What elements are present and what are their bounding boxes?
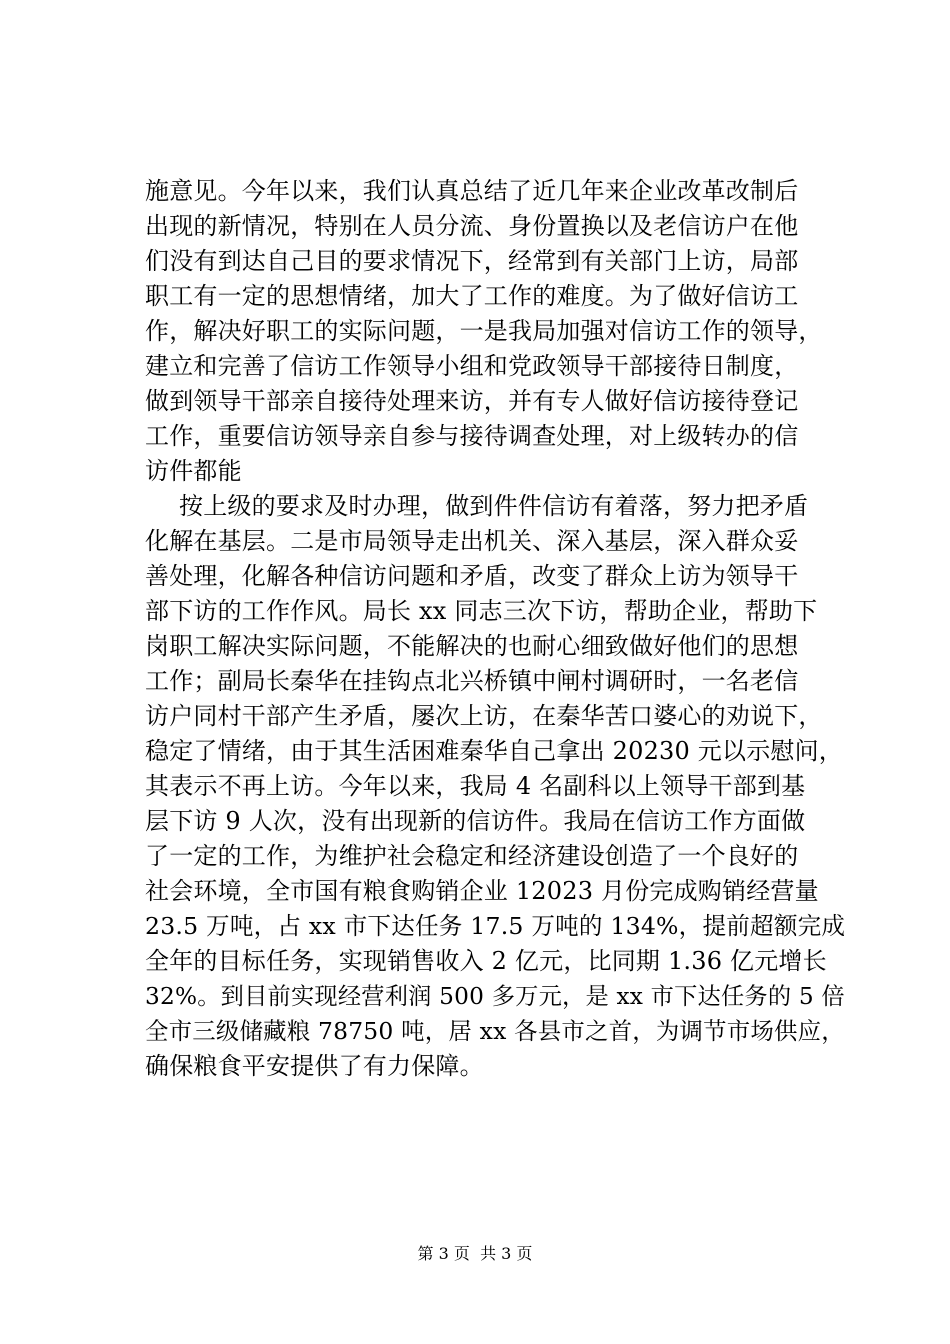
paragraph-line: 善处理，化解各种信访问题和矛盾，改变了群众上访为领导干 [145, 562, 799, 590]
paragraph-line: 做到领导干部亲自接待处理来访，并有专人做好信访接待登记 [145, 387, 799, 415]
paragraph-line: 职工有一定的思想情绪，加大了工作的难度。为了做好信访工 [145, 282, 799, 310]
paragraph-line: 了一定的工作，为维护社会稳定和经济建设创造了一个良好的 [145, 842, 799, 870]
paragraph-line: 建立和完善了信访工作领导小组和党政领导干部接待日制度， [145, 352, 799, 380]
paragraph-line: 们没有到达自己目的要求情况下，经常到有关部门上访，局部 [145, 247, 799, 275]
paragraph-line: 出现的新情况，特别在人员分流、身份置换以及老信访户在他 [145, 212, 799, 240]
paragraph-line: 23.5 万吨，占 xx 市下达任务 17.5 万吨的 134%，提前超额完成 [145, 912, 846, 940]
paragraph-line: 施意见。今年以来，我们认真总结了近几年来企业改革改制后 [145, 177, 799, 205]
paragraph-line: 化解在基层。二是市局领导走出机关、深入基层，深入群众妥 [145, 527, 799, 555]
paragraph-line: 作，解决好职工的实际问题，一是我局加强对信访工作的领导， [145, 317, 823, 345]
paragraph-line: 访件都能 [145, 457, 242, 485]
paragraph-line: 确保粮食平安提供了有力保障。 [145, 1052, 484, 1080]
paragraph-line: 其表示不再上访。今年以来，我局 4 名副科以上领导干部到基 [145, 772, 806, 800]
paragraph-line: 工作，重要信访领导亲自参与接待调查处理，对上级转办的信 [145, 422, 799, 450]
paragraph-line: 按上级的要求及时办理，做到件件信访有着落，努力把矛盾 [179, 492, 809, 520]
paragraph-line: 部下访的工作作风。局长 xx 同志三次下访，帮助企业，帮助下 [145, 597, 818, 625]
page-number-footer: 第 3 页 共 3 页 [417, 1244, 533, 1263]
paragraph-line: 工作；副局长秦华在挂钩点北兴桥镇中闸村调研时，一名老信 [145, 667, 799, 695]
paragraph-line: 稳定了情绪，由于其生活困难秦华自己拿出 20230 元以示慰问， [145, 737, 844, 765]
paragraph-line: 全年的目标任务，实现销售收入 2 亿元，比同期 1.36 亿元增长 [145, 947, 827, 975]
paragraph-line: 层下访 9 人次，没有出现新的信访件。我局在信访工作方面做 [145, 807, 806, 835]
paragraph-line: 32%。到目前实现经营利润 500 多万元，是 xx 市下达任务的 5 倍 [145, 983, 845, 1010]
paragraph-line: 社会环境，全市国有粮食购销企业 12023 月份完成购销经营量 [145, 877, 819, 905]
paragraph-line: 访户同村干部产生矛盾，屡次上访，在秦华苦口婆心的劝说下， [145, 702, 823, 730]
document-body [145, 174, 845, 1084]
paragraph-line: 全市三级储藏粮 78750 吨，居 xx 各县市之首，为调节市场供应， [145, 1017, 845, 1045]
paragraph-line: 岗职工解决实际问题，不能解决的也耐心细致做好他们的思想 [145, 632, 799, 660]
